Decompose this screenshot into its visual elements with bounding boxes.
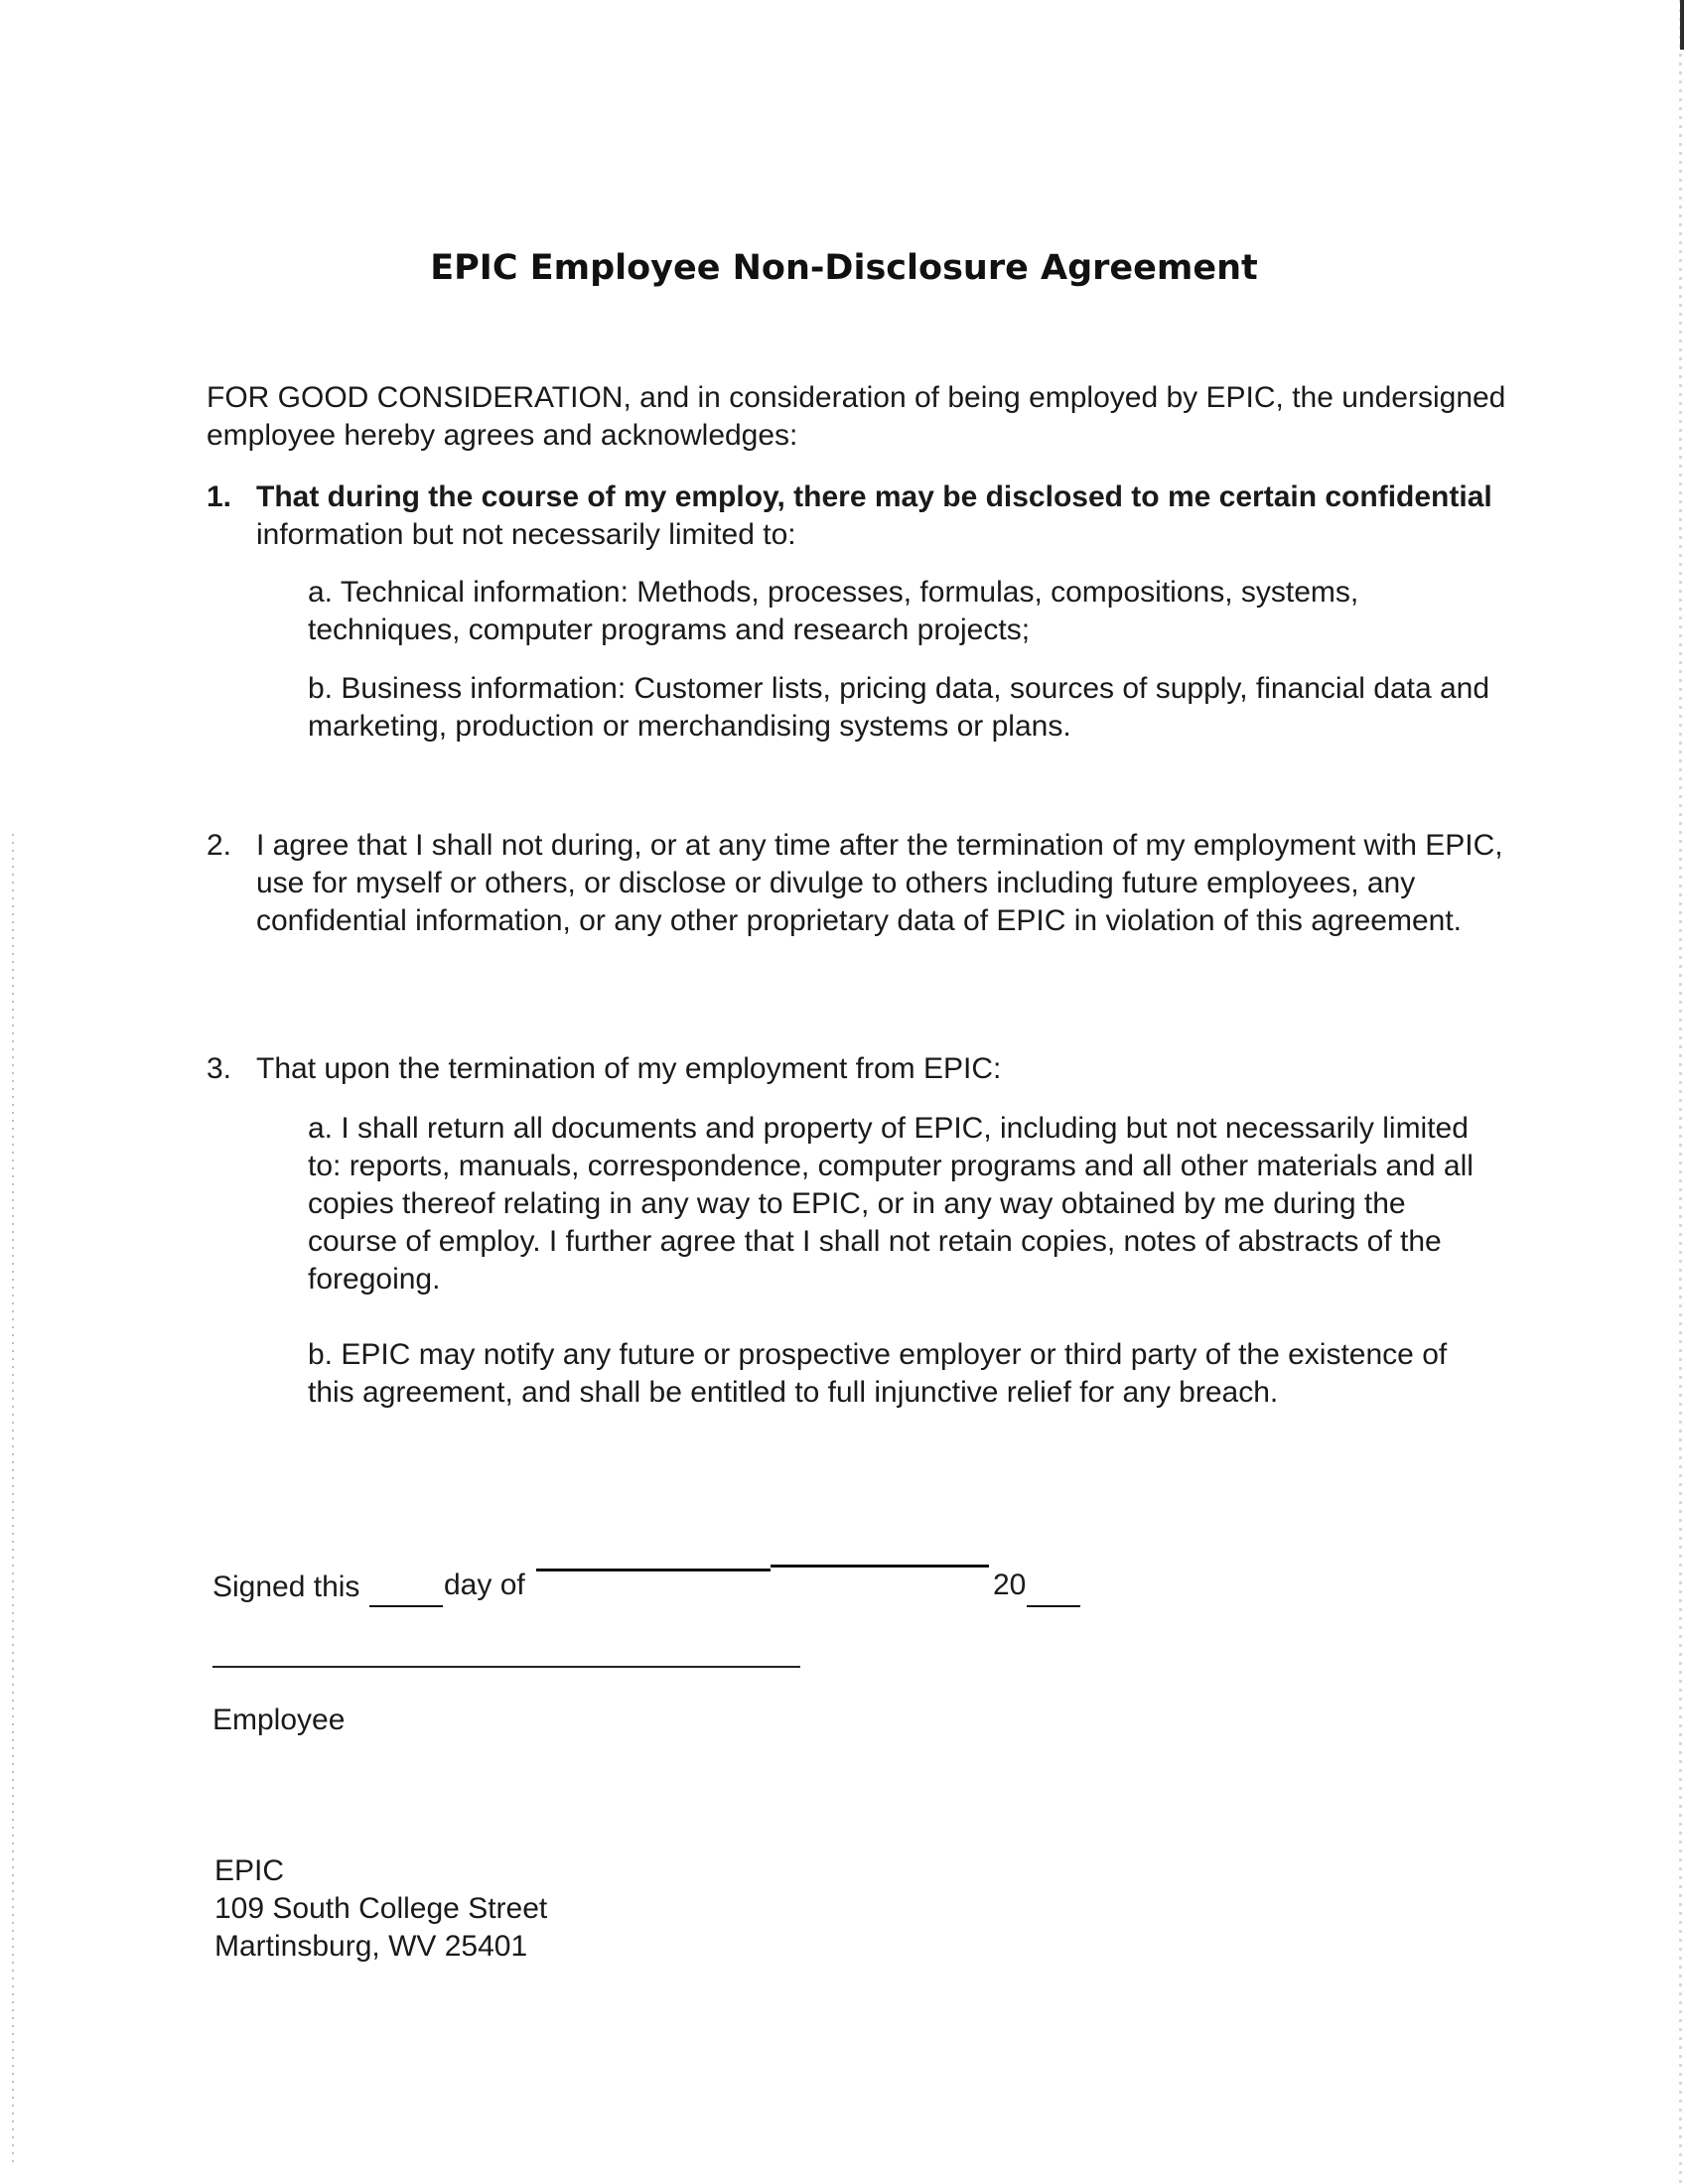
company-street: 109 South College Street [214,1892,548,1925]
scan-edge-right [1679,0,1682,2184]
scan-edge-mark [1680,0,1684,50]
clause-1b: b. Business information: Customer lists, pricing data, sources of supply, financial data and marketing, production or merchandising systems or plans. [308,672,1490,743]
employee-label: Employee [212,1704,346,1736]
year-prefix: 20 [993,1569,1027,1601]
company-name: EPIC [214,1854,285,1887]
day-of-label: day of [444,1569,525,1601]
clause-3-number: 3. [207,1052,232,1085]
company-address [214,1852,547,1966]
clause-1a: a. Technical information: Methods, processes, formulas, compositions, systems, techniques, computer programs and research projects; [308,576,1359,646]
clause-2 [207,827,1557,940]
clause-1-lead: That during the course of my employ, there may be disclosed to me certain confidential [256,480,1492,513]
clause-3a: a. I shall return all documents and property of EPIC, including but not necessarily limited to: reports, manuals, correspondence, computer programs and all other materials and all copies thereof relating in any way to EPIC, or in any way obtained by me during the course of employ. I further agree that I shall not retain copies, notes of abstracts of the foregoing. [308,1112,1474,1296]
month-blank-line-1[interactable] [536,1569,771,1571]
clause-1 [207,478,1557,554]
clause-3 [207,1050,1557,1088]
employee-signature-line[interactable] [212,1666,800,1668]
clause-3-text: That upon the termination of my employment from EPIC: [256,1052,1002,1085]
signed-this-label: Signed this [212,1570,360,1603]
clause-2-text: I agree that I shall not during, or at any time after the termination of my employment with EPIC, use for myself or others, or disclose or divulge to others including future employees, any confidential information, or any other proprietary data of EPIC in violation of this agreement. [256,829,1503,937]
document-title: EPIC Employee Non-Disclosure Agreement [430,248,1258,288]
day-blank-line[interactable] [369,1605,443,1607]
clause-2-number: 2. [207,829,232,862]
month-blank-line-2[interactable] [771,1565,989,1568]
intro-paragraph: FOR GOOD CONSIDERATION, and in consideration of being employed by EPIC, the undersigned employee hereby agrees and acknowledges: [207,381,1506,452]
year-blank-line[interactable] [1027,1605,1080,1607]
scan-edge-left [12,834,14,2164]
clause-1-rest: information but not necessarily limited to: [256,518,796,551]
clause-1-number: 1. [207,480,232,513]
clause-3b: b. EPIC may notify any future or prospective employer or third party of the existence of this agreement, and shall be entitled to full injunctive relief for any breach. [308,1338,1448,1409]
company-city: Martinsburg, WV 25401 [214,1930,528,1963]
